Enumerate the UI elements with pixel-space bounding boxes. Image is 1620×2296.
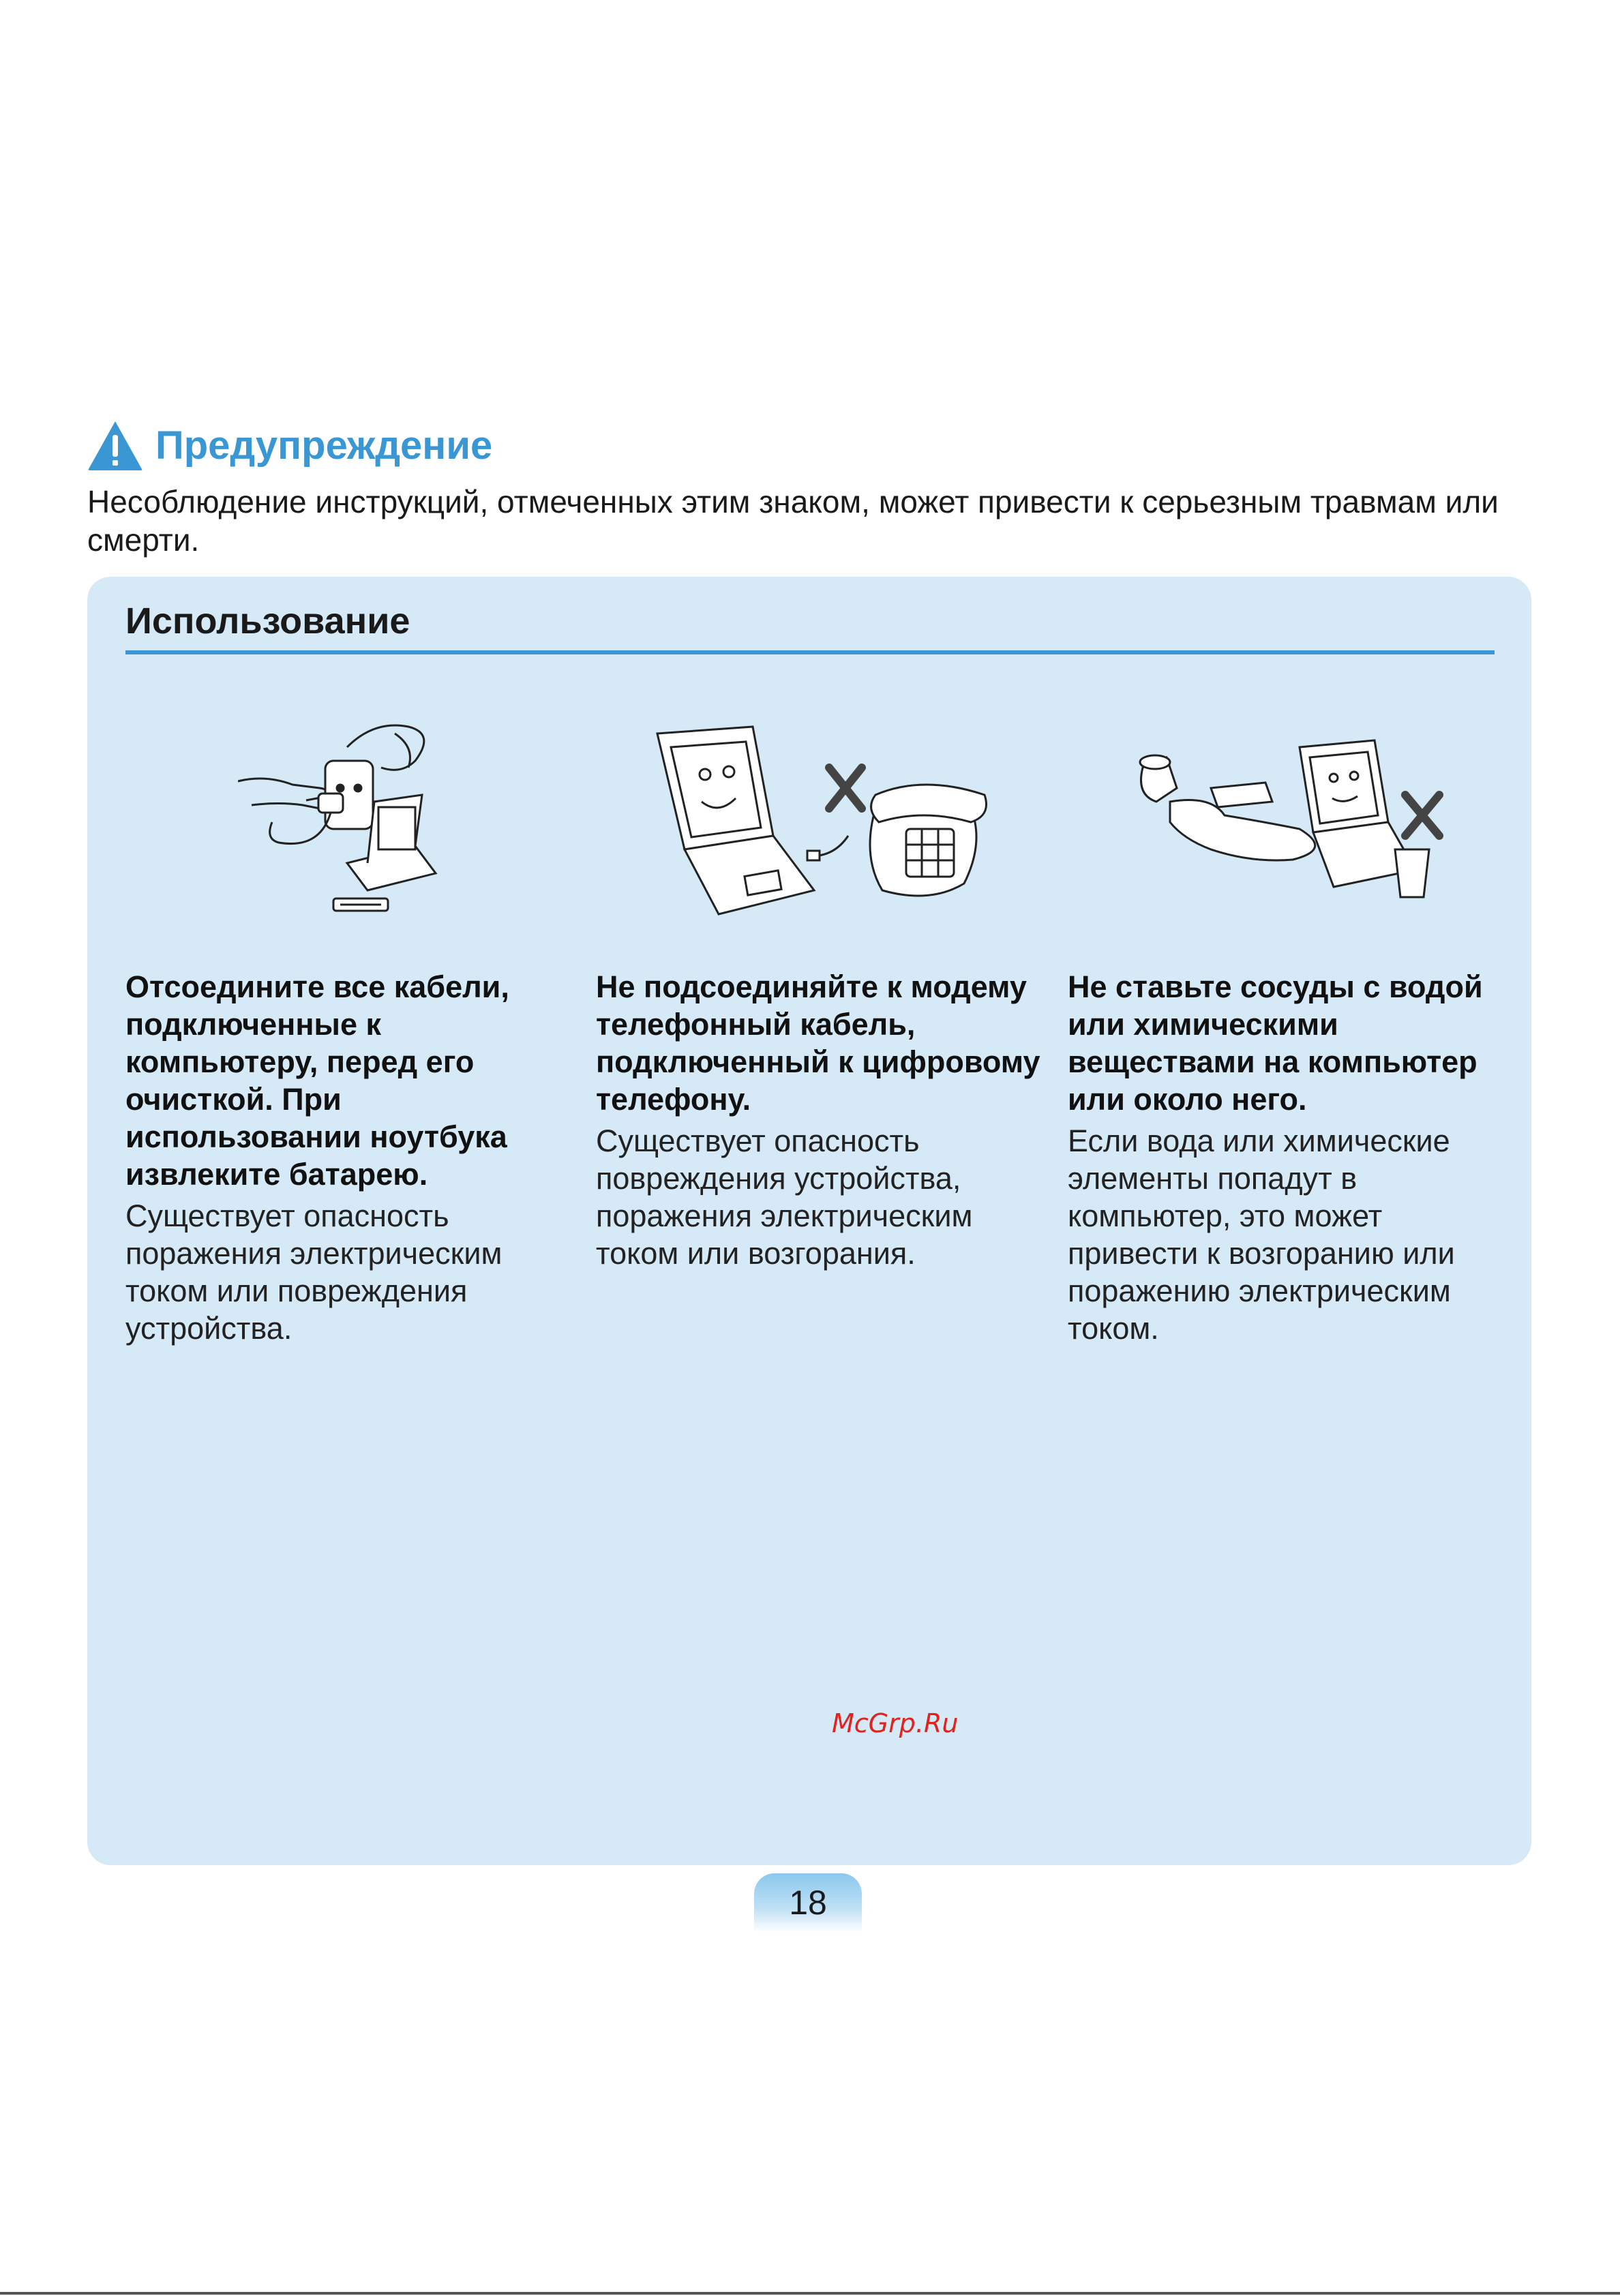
illustration-unplug [125, 720, 575, 924]
item-heading: Не подсоединяйте к модему телефонный кабель, подключенный к цифровому телефону. [596, 969, 1040, 1117]
illustration-liquids [1068, 720, 1518, 924]
page-number: 18 [754, 1873, 862, 1932]
item-no-liquids [1068, 720, 1518, 1347]
illustration-modem [596, 720, 1046, 924]
section-title: Использование [125, 601, 410, 641]
item-heading: Отсоедините все кабели, подключенные к компьютеру, перед его очисткой. При использовании ноутбука извлеките батарею. [125, 969, 509, 1192]
item-modem-cable [596, 720, 1046, 1272]
warning-title: Предупреждение [155, 423, 493, 468]
item-body: Существует опасность поражения электрическим током или повреждения устройства. [125, 1198, 502, 1346]
item-body: Если вода или химические элементы попадут в компьютер, это может привести к возгоранию или поражению электрическим током. [1068, 1123, 1455, 1346]
usage-panel [87, 577, 1531, 1865]
item-heading: Не ставьте сосуды с водой или химическими веществами на компьютер или около него. [1068, 969, 1483, 1117]
cross-mark-icon [829, 768, 862, 809]
item-unplug-cables [125, 720, 575, 1347]
warning-header [87, 420, 492, 472]
watermark: McGrp.Ru [832, 1708, 959, 1738]
warning-intro: Несоблюдение инструкций, отмеченных этим знаком, может привести к серьезным травмам или смерти. [87, 484, 1499, 558]
item-body: Существует опасность повреждения устройства, поражения электрическим током или возгорания. [596, 1123, 973, 1271]
bottom-divider [0, 2292, 1620, 2295]
section-divider [125, 650, 1495, 654]
cross-mark-icon [1405, 795, 1439, 836]
warning-triangle-icon [87, 420, 143, 472]
